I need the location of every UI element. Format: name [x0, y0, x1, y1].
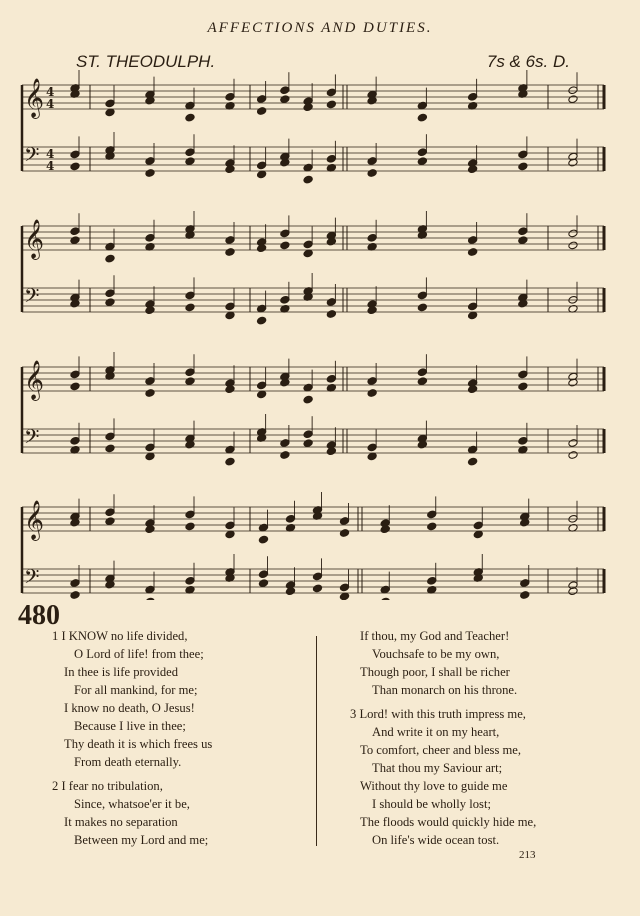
verse-line: Than monarch on his throne.	[372, 683, 518, 697]
verse-line: O Lord of life! from thee;	[74, 647, 204, 661]
bass-clef-icon: 𝄢	[24, 143, 40, 171]
verse-line: 1 I KNOW no life divided,	[52, 629, 188, 643]
verse-line: I should be wholly lost;	[372, 797, 491, 811]
time-signature: 4	[46, 97, 55, 111]
verse-line: If thou, my God and Teacher!	[360, 629, 510, 643]
time-signature: 4	[46, 85, 55, 99]
verse-line: Since, whatsoe'er it be,	[74, 797, 190, 811]
note-head	[280, 95, 290, 104]
running-header: AFFECTIONS AND DUTIES.	[207, 20, 433, 36]
verse-line: Thy death it is which frees us	[64, 737, 213, 751]
verse-line: I know no death, O Jesus!	[64, 701, 195, 715]
verse-line: The floods would quickly hide me,	[360, 815, 537, 829]
verse-line: In thee is life provided	[64, 665, 179, 679]
bass-clef-icon: 𝄢	[24, 565, 40, 593]
note-head	[468, 457, 478, 466]
time-signature: 4	[46, 147, 55, 161]
note-head	[185, 157, 195, 166]
note-head	[326, 100, 336, 109]
hymn-number: 480	[18, 600, 60, 631]
verse-line: Vouchsafe to be my own,	[372, 647, 500, 661]
note-head	[417, 113, 427, 122]
note-head	[225, 248, 235, 257]
note-head	[280, 451, 290, 460]
note-head	[185, 522, 195, 531]
note-head	[185, 303, 195, 312]
note-head	[145, 169, 155, 178]
bass-clef-icon: 𝄢	[24, 284, 40, 312]
note-head	[105, 517, 115, 526]
note-head	[303, 439, 313, 448]
note-head	[417, 157, 427, 166]
note-head	[70, 382, 80, 391]
note-head	[518, 162, 528, 171]
note-head	[303, 395, 313, 404]
note-head	[367, 389, 377, 398]
treble-clef-icon: 𝄞	[24, 78, 45, 118]
column-divider	[316, 636, 317, 846]
verse-line: Though poor, I shall be richer	[360, 665, 510, 679]
note-head	[258, 535, 268, 544]
note-head	[225, 457, 235, 466]
note-head	[427, 522, 437, 531]
verse-line: And write it on my heart,	[372, 725, 500, 739]
verse-line: Between my Lord and me;	[74, 833, 209, 847]
note-head	[105, 298, 115, 307]
treble-clef-icon: 𝄞	[24, 500, 45, 540]
verse-line: For all mankind, for me;	[74, 683, 198, 697]
page-number: 213	[519, 849, 536, 861]
note-head	[70, 162, 80, 171]
note-head	[303, 175, 313, 184]
note-head	[568, 241, 578, 250]
note-head	[520, 591, 530, 600]
bass-clef-icon: 𝄢	[24, 425, 40, 453]
hymn-text-column-right	[350, 627, 536, 849]
note-head	[185, 113, 195, 122]
note-head	[70, 591, 80, 600]
verse-line: It makes no separation	[64, 815, 178, 829]
note-head	[105, 254, 115, 263]
note-head	[568, 95, 578, 104]
verse-line: Because I live in thee;	[74, 719, 186, 733]
note-head	[105, 444, 115, 453]
note-head	[312, 584, 322, 593]
note-head	[367, 169, 377, 178]
tune-meter: 7s & 6s. D.	[486, 52, 570, 71]
note-head	[257, 107, 267, 116]
verse-line: Without thy love to guide me	[360, 779, 508, 793]
note-head	[257, 316, 267, 325]
note-head	[468, 248, 478, 257]
note-head	[518, 382, 528, 391]
note-head	[145, 389, 155, 398]
hymn-text-column-left	[52, 627, 212, 849]
treble-clef-icon: 𝄞	[24, 219, 45, 259]
verse-line: 2 I fear no tribulation,	[52, 779, 163, 793]
verse-line: On life's wide ocean tost.	[372, 833, 500, 847]
note-head	[568, 451, 578, 460]
verse-line: 3 Lord! with this truth impress me,	[350, 707, 526, 721]
note-head	[339, 529, 349, 538]
note-head	[417, 377, 427, 386]
note-head	[258, 579, 268, 588]
verse-line: That thou my Saviour art;	[372, 761, 503, 775]
note-head	[185, 377, 195, 386]
note-head	[326, 310, 336, 319]
verse-line: From death eternally.	[74, 755, 182, 769]
tune-name: ST. THEODULPH.	[76, 52, 216, 71]
note-head	[417, 303, 427, 312]
time-signature: 4	[46, 159, 55, 173]
note-head	[145, 597, 155, 600]
treble-clef-icon: 𝄞	[24, 360, 45, 400]
note-head	[280, 241, 290, 250]
verse-line: To comfort, cheer and bless me,	[360, 743, 522, 757]
note-head	[70, 236, 80, 245]
note-head	[518, 236, 528, 245]
note-head	[380, 597, 390, 600]
